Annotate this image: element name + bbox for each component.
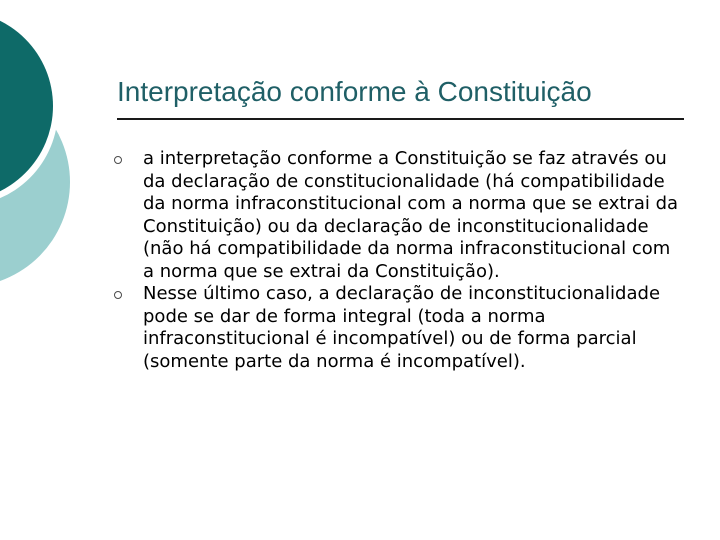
bullet-text: a interpretação conforme a Constituição se faz através ou da declaração de constitucionalidade (há compatibilidade da norma infraconstitucional com a norma que se extrai da Constituição) ou da declaração de inconstitucionalidade (não há compatibilidade da norma infraconstitucional com a norma que se extrai da Constituição). <box>143 148 679 282</box>
bullet-list <box>114 148 684 373</box>
bullet-item <box>114 283 684 373</box>
decorative-circles <box>0 0 120 300</box>
hollow-circle-bullet-icon <box>114 156 122 164</box>
bullet-item <box>114 148 684 283</box>
bullet-text: Nesse último caso, a declaração de inconstitucionalidade pode se dar de forma integral (toda a norma infraconstitucional é incompatível) ou de forma parcial (somente parte da norma é incompatível). <box>143 283 661 372</box>
hollow-circle-bullet-icon <box>114 291 122 299</box>
title-divider <box>117 118 684 120</box>
slide-title: Interpretação conforme à Constituição <box>117 76 592 107</box>
